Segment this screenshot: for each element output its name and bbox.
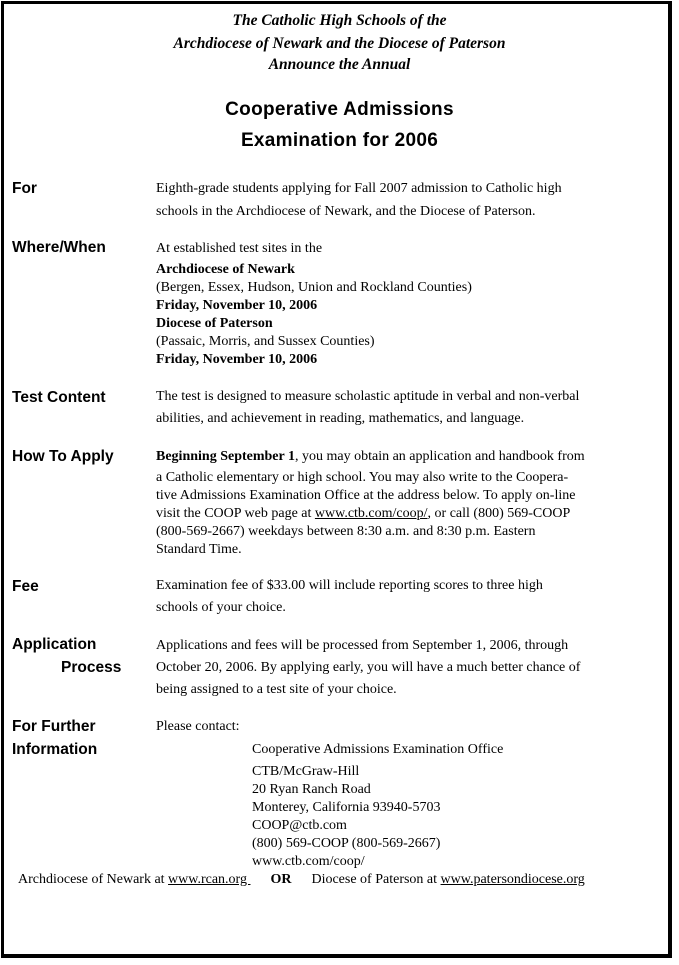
intro-line-1: The Catholic High Schools of the (232, 12, 447, 29)
footer-paterson-text: Diocese of Paterson at (311, 872, 441, 887)
fee-line-2: schools of your choice. (156, 600, 286, 615)
footer-newark-text: Archdiocese of Newark at (18, 872, 169, 887)
process-line-2: October 20, 2006. By applying early, you will have a much better chance of (156, 660, 581, 675)
for-line-1: Eighth-grade students applying for Fall 2007 admission to Catholic high (156, 181, 562, 196)
intro-line-2: Archdiocese of Newark and the Diocese of Paterson (173, 35, 506, 52)
address-website: www.ctb.com/coop/ (252, 854, 365, 869)
label-test-content: Test Content (12, 389, 106, 406)
address-street: 20 Ryan Ranch Road (252, 782, 371, 797)
apply-line-2: a Catholic elementary or high school. You may also write to the Coopera- (156, 470, 569, 485)
where-line-3: (Bergen, Essex, Hudson, Union and Rockland Counties) (156, 280, 472, 295)
where-line-5: Diocese of Paterson (156, 316, 273, 331)
where-line-6: (Passaic, Morris, and Sussex Counties) (156, 334, 375, 349)
contact-intro: Please contact: (156, 719, 240, 734)
apply-line-4 (156, 506, 570, 522)
for-line-2: schools in the Archdiocese of Newark, and the Diocese of Paterson. (156, 204, 536, 219)
label-for: For (12, 180, 37, 197)
where-line-4: Friday, November 10, 2006 (156, 298, 318, 313)
apply-line-4-post: , or call (800) 569-COOP (427, 506, 571, 521)
apply-line-6: Standard Time. (156, 542, 242, 557)
apply-line-4-pre: visit the COOP web page at (156, 506, 315, 521)
label-where-when: Where/When (12, 239, 106, 256)
paterson-link[interactable]: www.patersondiocese.org (440, 872, 585, 887)
where-line-1: At established test sites in the (156, 241, 323, 256)
where-line-7: Friday, November 10, 2006 (156, 352, 318, 367)
process-line-1: Applications and fees will be processed from September 1, 2006, through (156, 638, 569, 653)
apply-line-1 (156, 449, 585, 465)
intro-line-3: Announce the Annual (268, 56, 411, 73)
rcan-link[interactable]: www.rcan.org (168, 872, 251, 887)
test-content-line-2: abilities, and achievement in reading, mathematics, and language. (156, 411, 525, 426)
title-line-1: Cooperative Admissions (225, 99, 454, 120)
footer-line (18, 872, 585, 888)
where-line-2: Archdiocese of Newark (156, 262, 295, 277)
apply-start-date: Beginning September 1 (156, 449, 295, 464)
label-application: Application (12, 636, 97, 653)
address-phone: (800) 569-COOP (800-569-2667) (252, 836, 441, 851)
title-line-2: Examination for 2006 (240, 130, 439, 151)
label-how-to-apply: How To Apply (12, 448, 114, 465)
fee-line-1: Examination fee of $33.00 will include reporting scores to three high (156, 578, 543, 593)
address-company: CTB/McGraw-Hill (252, 764, 360, 779)
label-for-further: For Further (12, 718, 96, 735)
address-email: COOP@ctb.com (252, 818, 347, 833)
address-city: Monterey, California 93940-5703 (252, 800, 441, 815)
process-line-3: being assigned to a test site of your choice. (156, 682, 397, 697)
apply-line-3: tive Admissions Examination Office at the address below. To apply on-line (156, 488, 576, 503)
apply-line-1-rest: , you may obtain an application and handbook from (294, 449, 585, 464)
label-process: Process (61, 659, 122, 676)
address-office: Cooperative Admissions Examination Office (252, 742, 504, 757)
label-information: Information (12, 741, 98, 758)
label-fee: Fee (12, 578, 39, 595)
test-content-line-1: The test is designed to measure scholastic aptitude in verbal and non-verbal (156, 389, 580, 404)
coop-web-link[interactable]: www.ctb.com/coop/ (314, 506, 428, 521)
footer-or: OR (270, 872, 292, 887)
apply-line-5: (800-569-2667) weekdays between 8:30 a.m. and 8:30 p.m. Eastern (156, 524, 536, 539)
